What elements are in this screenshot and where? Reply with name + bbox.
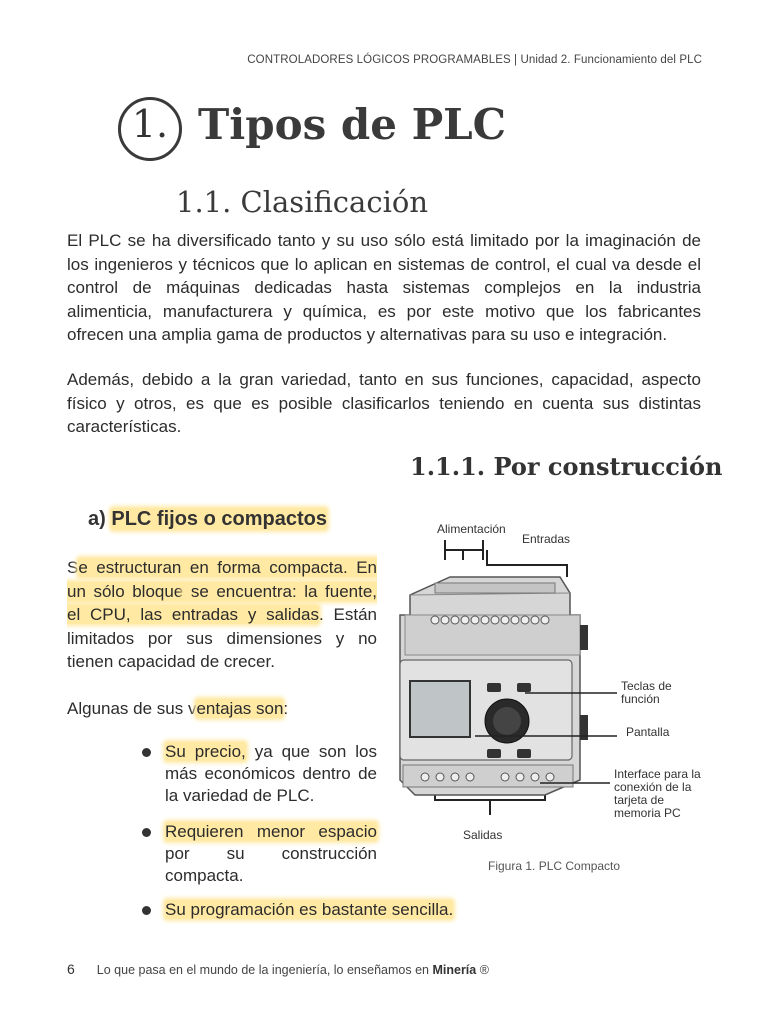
bullet-2-text: por su construcción compacta. bbox=[165, 844, 377, 885]
label-entradas: Entradas bbox=[522, 532, 571, 546]
footer-brand: Minería bbox=[432, 963, 477, 977]
section-title: 1.1. Clasificación bbox=[176, 185, 428, 219]
bullet-1-text: ya que son los más económicos dentro de la variedad de PLC. bbox=[165, 742, 377, 805]
compact-desc-highlight-2: se encuentra: la fuente, el CPU, las entradas y salidas bbox=[67, 581, 378, 624]
item-a-prefix: a) bbox=[88, 508, 106, 530]
figure-caption: Figura 1. PLC Compacto bbox=[488, 859, 621, 873]
label-alimentacion: Alimentación bbox=[437, 522, 506, 536]
advantages-list-2 bbox=[140, 821, 377, 887]
item-a-title: PLC fijos o compactos bbox=[111, 508, 327, 530]
advantages-part-3: : bbox=[283, 699, 289, 718]
registered-mark: ® bbox=[479, 963, 489, 977]
compact-description bbox=[67, 556, 377, 674]
chapter-title: Tipos de PLC bbox=[198, 100, 507, 149]
label-pantalla: Pantalla bbox=[626, 725, 670, 739]
paragraph-variety: Además, debido a la gran variedad, tanto en sus funciones, capacidad, aspecto físico y otros, es que es posible clasificarlos teniendo en cuenta sus distintas características. bbox=[67, 370, 701, 436]
label-interface: Interface para la conexión de la tarjeta de memoria PC bbox=[614, 767, 701, 820]
paragraph-classification: El PLC se ha diversificado tanto y su uso sólo está limitado por la imaginación de los ingenieros y técnicos que lo aplican en sistemas de control, el cual va desde el control de máquinas dedicadas hasta sistemas complejos en la industria alimenticia, manufacturera y química, es por este motivo que los fabricantes ofrecen una amplia gama de productos y alternativas para su uso e integración. bbox=[67, 231, 701, 344]
page-footer bbox=[67, 961, 489, 977]
bullet-icon bbox=[142, 906, 151, 915]
compact-desc-part-1: S bbox=[67, 558, 79, 577]
advantages-list-3 bbox=[140, 899, 480, 921]
advantages-part-1: Algunas de sus v bbox=[67, 699, 197, 718]
item-a-heading bbox=[88, 508, 327, 531]
list-item bbox=[140, 821, 377, 887]
label-teclas-funcion: Teclas de función bbox=[621, 679, 672, 706]
advantages-highlight: entajas son bbox=[196, 699, 284, 718]
list-item bbox=[140, 899, 480, 921]
list-item bbox=[140, 741, 377, 807]
compact-desc-highlight-1: e estructuran en forma compacta. En un sólo bloque bbox=[67, 558, 377, 601]
footer-text: Lo que pasa en el mundo de la ingeniería, lo enseñamos en bbox=[96, 963, 433, 977]
advantages-intro bbox=[67, 697, 377, 721]
compact-desc-part-4: . Están limitados por sus dimensiones y no tienen capacidad de crecer. bbox=[67, 605, 377, 671]
display-screen bbox=[410, 681, 470, 737]
running-header: CONTROLADORES LÓGICOS PROGRAMABLES | Unidad 2. Funcionamiento del PLC bbox=[247, 54, 702, 66]
bullet-3-highlight: Su programación es bastante sencilla. bbox=[165, 900, 454, 919]
label-salidas: Salidas bbox=[463, 828, 503, 842]
bullet-1-highlight: Su precio, bbox=[165, 742, 246, 761]
plc-device bbox=[400, 577, 588, 795]
bullet-icon bbox=[142, 828, 151, 837]
chapter-number-badge bbox=[118, 97, 182, 161]
bullet-2-highlight: Requieren menor espacio bbox=[165, 822, 377, 841]
subsection-title: 1.1.1. Por construcción bbox=[410, 452, 723, 481]
bullet-icon bbox=[142, 748, 151, 757]
page-number: 6 bbox=[67, 961, 75, 977]
chapter-number: 1. bbox=[131, 102, 169, 146]
advantages-list bbox=[140, 741, 377, 807]
